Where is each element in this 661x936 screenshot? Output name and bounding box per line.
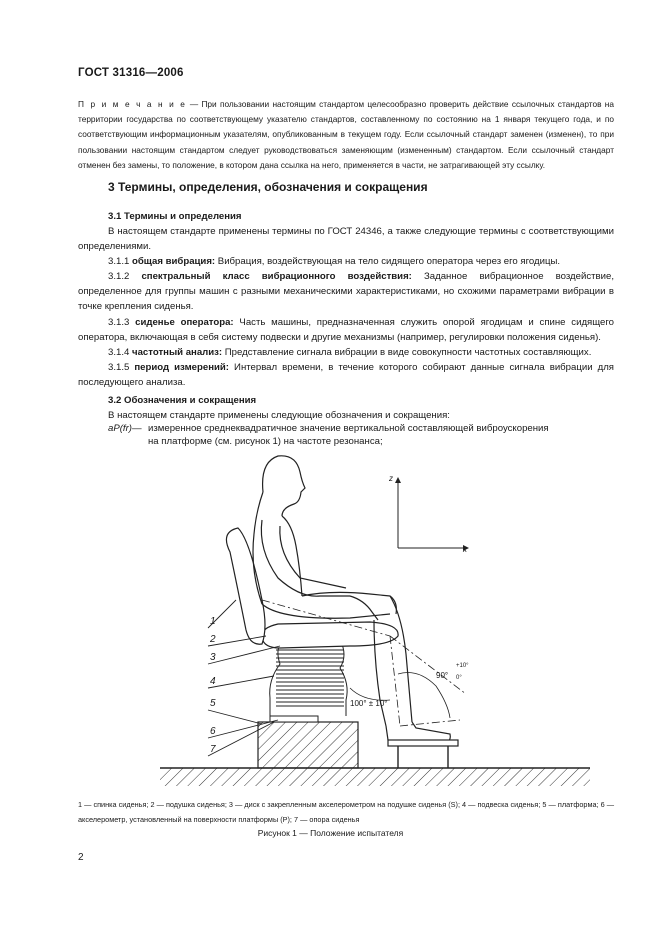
page-number: 2 [78, 852, 84, 863]
note-paragraph [78, 97, 614, 173]
axis-z-label: z [389, 474, 393, 483]
axis-x-label: x [463, 545, 467, 554]
term-3-1-4: 3.1.4 частотный анализ: Представление сигнала вибрации в виде совокупности частотных составляющих. [108, 346, 592, 358]
symbol-definition: измеренное среднеквадратичное значение вертикальной составляющей виброускорения [148, 423, 549, 434]
figure-label-4: 4 [210, 676, 216, 687]
section-3-2-title: 3.2 Обозначения и сокращения [108, 395, 257, 406]
term-3-1-3-name: сиденье оператора: [135, 316, 234, 328]
section-3-2-intro: В настоящем стандарте применены следующие обозначения и сокращения: [108, 410, 450, 421]
seat-backrest [226, 528, 265, 644]
section-3-1-title: 3.1 Термины и определения [108, 211, 242, 222]
angle-knee-label: 100° ± 10° [350, 699, 388, 708]
seat-suspension [270, 640, 347, 716]
figure-label-5: 5 [210, 698, 216, 709]
figure-legend: 1 — спинка сиденья; 2 — подушка сиденья; 3 — диск с закрепленным акселерометром на подушке сиденья (S); 4 — подвеска сиденья; 5 — платформа; 6 — акселерометр, установленный на поверхности платформы (P); 7 — опора сиденья [78, 800, 614, 824]
ground [160, 768, 590, 786]
footrest [388, 740, 458, 768]
section-3-1-body [78, 224, 614, 390]
term-3-1-1-name: общая вибрация: [132, 256, 216, 268]
figure-label-2: 2 [210, 634, 216, 645]
coordinate-axes [398, 478, 468, 548]
term-3-1-5-name: период измерений: [134, 361, 229, 373]
platform [258, 716, 358, 768]
figure-operator-position [150, 450, 620, 790]
term-3-1-3: 3.1.3 сиденье оператора: Часть машины, предназначенная служить опорой ягодицам и спине сидящего оператора, включающая в себя систему подвески и другие механизмы (например, регулировки положения сиденья). [78, 316, 614, 343]
term-3-1-4-name: частотный анализ: [132, 346, 223, 358]
document-code: ГОСТ 31316—2006 [78, 67, 184, 79]
angle-ankle-plus: +10° [456, 663, 469, 669]
seat-cushion [262, 622, 398, 648]
figure-label-3: 3 [210, 652, 216, 663]
figure-caption: Рисунок 1 — Положение испытателя [257, 828, 404, 838]
term-3-1-1: 3.1.1 общая вибрация: Вибрация, воздействующая на тело сидящего оператора через его ягодицы. [108, 256, 561, 268]
term-3-1-5: 3.1.5 период измерений: Интервал времени, в течение которого собирают данные сигнала вибрации для последующего анализа. [78, 361, 614, 388]
note-lead: П р и м е ч а н и е [78, 99, 187, 109]
figure-label-6: 6 [210, 726, 216, 737]
figure-label-7: 7 [210, 744, 216, 755]
section-3-1-intro: В настоящем стандарте применены термины по ГОСТ 24346, а также следующие термины с соответствующими определениями. [78, 226, 614, 253]
symbol-ap: aP(fr)— [108, 423, 142, 434]
term-3-1-2-name: спектральный класс вибрационного воздействия: [141, 271, 412, 283]
note-text: — При пользовании настоящим стандартом целесообразно проверить действие ссылочных стандартов на территории государства по соответствующему указателю стандартов, составленному по состоянию на 1 января текущего года, и по соответствующим информационным указателям, опубликованным в текущем году. Если ссылочный стандарт заменен (изменен), то при пользовании настоящим стандартом следует руководствоваться заменяющим (измененным) стандартом. Если ссылочный стандарт отменен без замены, то положение, в котором дана ссылка на него, применяется в части, не затрагивающей эту ссылку. [78, 99, 614, 170]
section-3-title: 3 Термины, определения, обозначения и сокращения [108, 180, 428, 194]
angle-ankle-label: 90° +10° 0° [436, 663, 469, 681]
figure-label-1: 1 [210, 616, 216, 627]
angle-ankle-minus: 0° [456, 675, 462, 681]
term-3-1-2: 3.1.2 спектральный класс вибрационного воздействия: Заданное вибрационное воздействие, определенное для группы машин с разными механическими характеристиками, но схожими параметрами вибрации в точке крепления сиденья. [78, 271, 614, 313]
symbol-definition-line2: на платформе (см. рисунок 1) на частоте резонанса; [148, 436, 383, 447]
symbol-entry [108, 421, 618, 436]
